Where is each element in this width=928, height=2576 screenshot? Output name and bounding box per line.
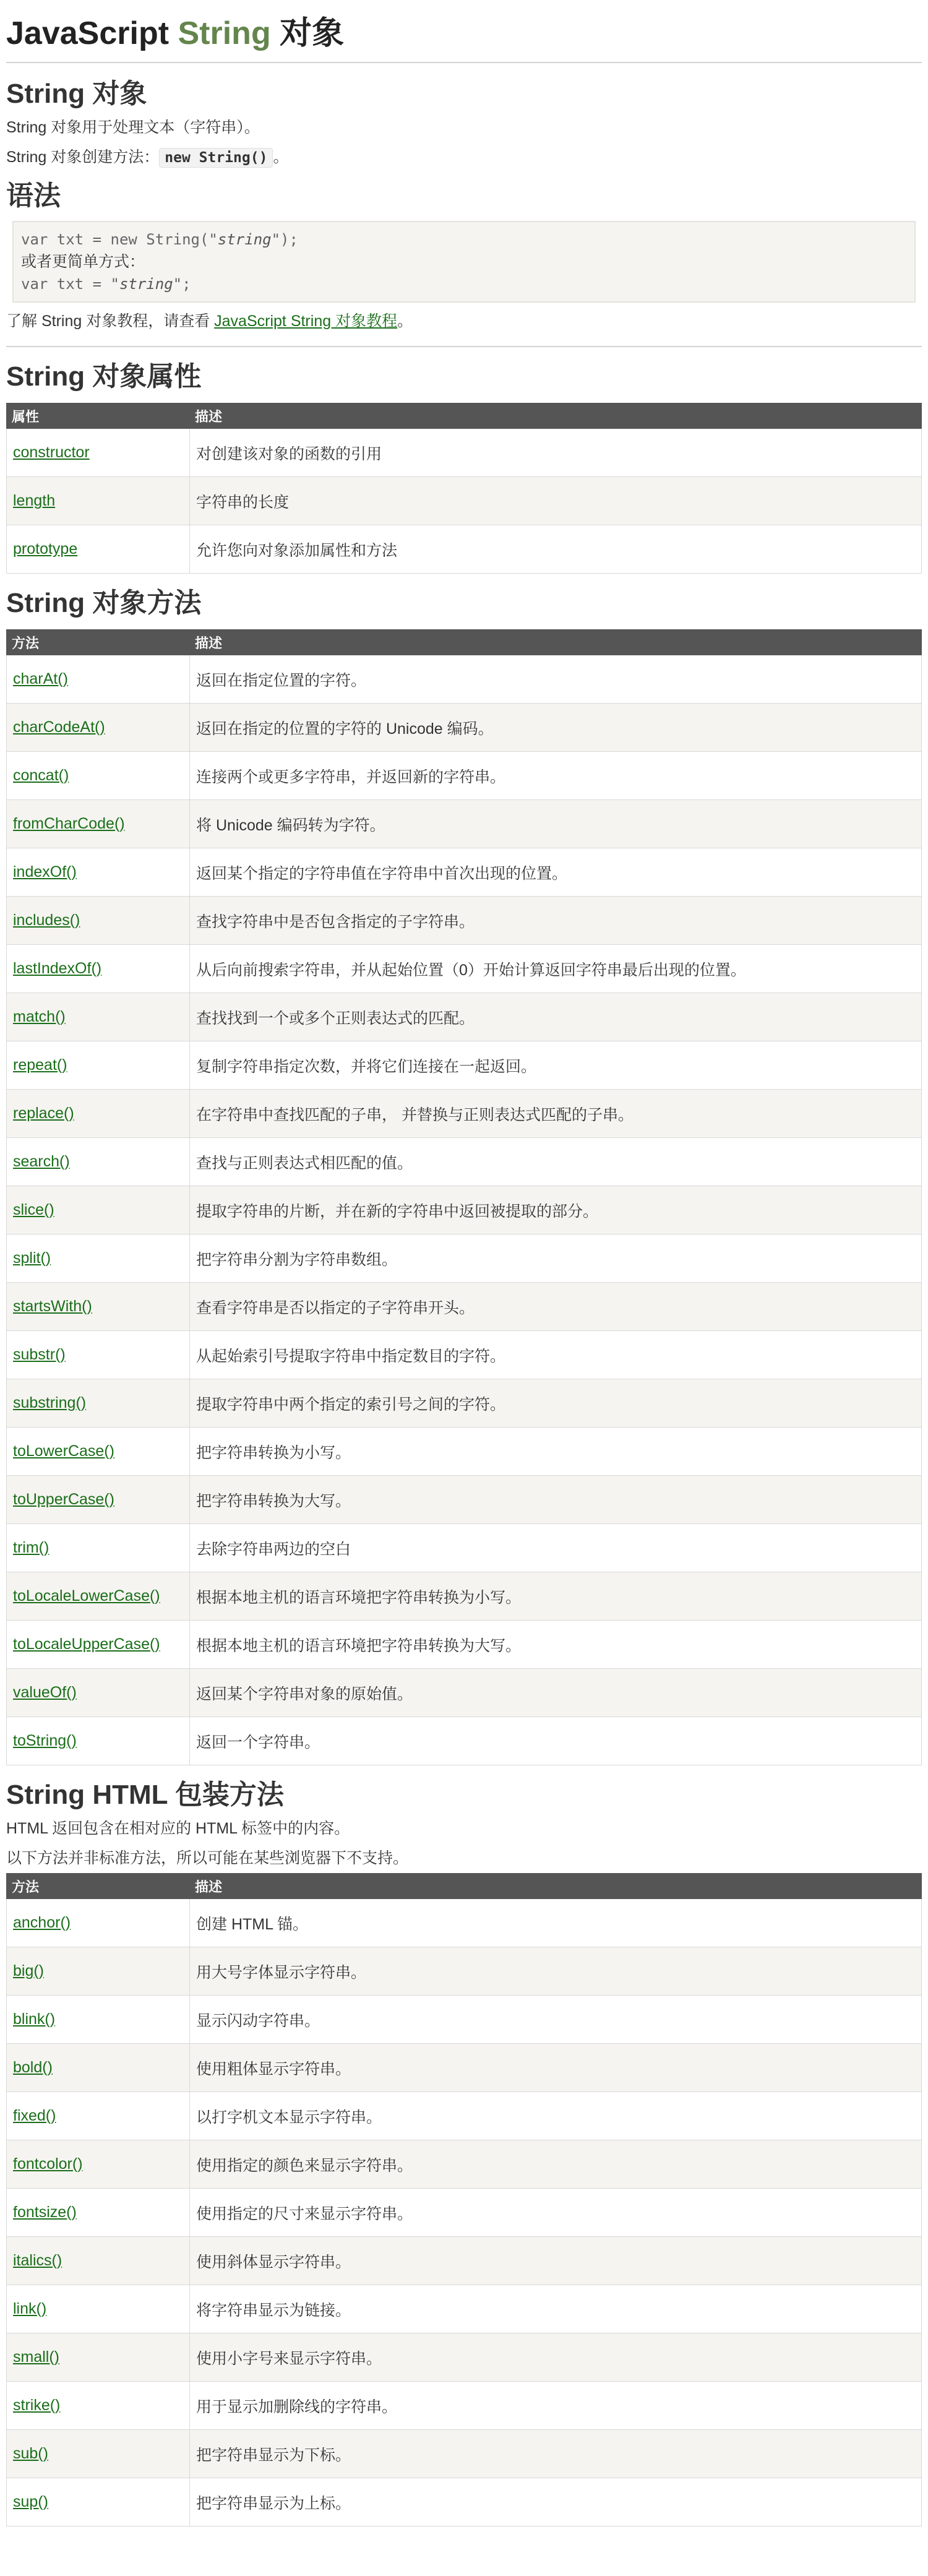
- description-cell: 提取字符串的片断，并在新的字符串中返回被提取的部分。: [190, 1186, 922, 1234]
- table-row: [7, 429, 922, 477]
- table-header-row: [7, 1874, 922, 1899]
- name-cell: [7, 752, 190, 800]
- description-cell: 从后向前搜索字符串，并从起始位置（0）开始计算返回字符串最后出现的位置。: [190, 945, 922, 993]
- section-divider: [6, 346, 922, 347]
- table-header-row: [7, 403, 922, 429]
- name-cell: [7, 2044, 190, 2092]
- name-cell: [7, 429, 190, 477]
- syntax-note: 或者更简单方式：: [21, 253, 145, 270]
- description-cell: 返回某个字符串对象的原始值。: [190, 1669, 922, 1717]
- table-row: [7, 1621, 922, 1669]
- properties-table-body: [7, 429, 922, 574]
- description-cell: 创建 HTML 锚。: [190, 1899, 922, 1947]
- reference-link[interactable]: toLocaleLowerCase(): [13, 1587, 160, 1605]
- tutorial-suffix: 。: [397, 312, 413, 330]
- table-row: [7, 1669, 922, 1717]
- name-cell: [7, 848, 190, 897]
- reference-link[interactable]: constructor: [13, 444, 90, 461]
- table-row: [7, 2189, 922, 2237]
- name-cell: [7, 1234, 190, 1283]
- syntax-section: [6, 178, 922, 336]
- description-cell: 对创建该对象的函数的引用: [190, 429, 922, 477]
- table-row: [7, 2237, 922, 2285]
- reference-link[interactable]: italics(): [13, 2252, 62, 2269]
- name-cell: [7, 1476, 190, 1524]
- reference-link[interactable]: startsWith(): [13, 1298, 92, 1315]
- name-cell: [7, 1138, 190, 1186]
- html-methods-table-body: [7, 1899, 922, 2526]
- description-cell: 查找字符串中是否包含指定的子字符串。: [190, 897, 922, 945]
- table-row: [7, 1331, 922, 1379]
- reference-link[interactable]: replace(): [13, 1105, 74, 1122]
- name-cell: [7, 1428, 190, 1476]
- reference-link[interactable]: valueOf(): [13, 1684, 77, 1701]
- name-cell: [7, 1572, 190, 1621]
- reference-link[interactable]: sup(): [13, 2493, 48, 2510]
- properties-section: [6, 358, 922, 574]
- name-cell: [7, 1090, 190, 1138]
- reference-link[interactable]: slice(): [13, 1201, 54, 1218]
- description-cell: 复制字符串指定次数，并将它们连接在一起返回。: [190, 1041, 922, 1090]
- name-cell: [7, 2237, 190, 2285]
- reference-link[interactable]: bold(): [13, 2059, 53, 2076]
- description-cell: 使用斜体显示字符串。: [190, 2237, 922, 2285]
- reference-link[interactable]: big(): [13, 1962, 45, 1979]
- column-header-description: 描述: [190, 1874, 922, 1899]
- name-cell: [7, 1524, 190, 1572]
- methods-heading: String 对象方法: [6, 588, 202, 618]
- table-row: [7, 945, 922, 993]
- html-methods-section: [6, 1777, 922, 2526]
- object-heading: String 对象: [6, 79, 147, 109]
- reference-link[interactable]: length: [13, 492, 56, 509]
- table-row: [7, 2140, 922, 2189]
- table-row: [7, 1996, 922, 2044]
- table-row: [7, 752, 922, 800]
- description-cell: 使用指定的颜色来显示字符串。: [190, 2140, 922, 2189]
- name-cell: [7, 1996, 190, 2044]
- description-cell: 连接两个或更多字符串，并返回新的字符串。: [190, 752, 922, 800]
- name-cell: [7, 2140, 190, 2189]
- reference-link[interactable]: toLocaleUpperCase(): [13, 1635, 160, 1653]
- html-methods-heading: String HTML 包装方法: [6, 1780, 284, 1810]
- reference-link[interactable]: charAt(): [13, 670, 68, 687]
- table-row: [7, 1234, 922, 1283]
- spacer: [6, 574, 922, 585]
- table-row: [7, 1524, 922, 1572]
- create-code: new String(): [159, 148, 273, 168]
- methods-table: [6, 629, 922, 1765]
- reference-link[interactable]: blink(): [13, 2010, 56, 2028]
- description-cell: 字符串的长度: [190, 477, 922, 525]
- syntax-line-2: [21, 273, 907, 295]
- description-cell: 把字符串显示为下标。: [190, 2430, 922, 2478]
- table-row: [7, 1379, 922, 1428]
- description-cell: 从起始索引号提取字符串中指定数目的字符。: [190, 1331, 922, 1379]
- name-cell: [7, 525, 190, 574]
- description-cell: 以打字机文本显示字符串。: [190, 2092, 922, 2140]
- table-row: [7, 2285, 922, 2333]
- table-row: [7, 1283, 922, 1331]
- name-cell: [7, 1899, 190, 1947]
- name-cell: [7, 897, 190, 945]
- reference-link[interactable]: prototype: [13, 540, 78, 558]
- table-row: [7, 1186, 922, 1234]
- column-header-method: 方法: [7, 630, 190, 655]
- name-cell: [7, 1717, 190, 1765]
- name-cell: [7, 2478, 190, 2526]
- table-row: [7, 848, 922, 897]
- description-cell: 查找找到一个或多个正则表达式的匹配。: [190, 993, 922, 1041]
- methods-section: [6, 585, 922, 1765]
- description-cell: 用于显示加删除线的字符串。: [190, 2382, 922, 2430]
- description-cell: 把字符串分割为字符串数组。: [190, 1234, 922, 1283]
- table-row: [7, 1090, 922, 1138]
- name-cell: [7, 1379, 190, 1428]
- name-cell: [7, 1283, 190, 1331]
- spacer: [6, 1765, 922, 1777]
- table-row: [7, 1041, 922, 1090]
- description-cell: 把字符串转换为大写。: [190, 1476, 922, 1524]
- name-cell: [7, 1041, 190, 1090]
- description-cell: 查找与正则表达式相匹配的值。: [190, 1138, 922, 1186]
- reference-link[interactable]: sub(): [13, 2445, 48, 2462]
- object-description: String 对象用于处理文本（字符串）。: [6, 119, 260, 136]
- code-var: string: [217, 231, 272, 248]
- name-cell: [7, 2430, 190, 2478]
- title-accent: String: [178, 15, 271, 51]
- table-row: [7, 1947, 922, 1996]
- reference-link[interactable]: split(): [13, 1249, 51, 1267]
- table-header-row: [7, 630, 922, 655]
- reference-link[interactable]: toUpperCase(): [13, 1491, 114, 1508]
- table-row: [7, 1428, 922, 1476]
- reference-link[interactable]: link(): [13, 2300, 47, 2317]
- table-row: [7, 2044, 922, 2092]
- table-row: [7, 704, 922, 752]
- reference-link[interactable]: charCodeAt(): [13, 718, 105, 736]
- tutorial-link[interactable]: JavaScript String 对象教程: [214, 312, 398, 330]
- description-cell: 去除字符串两边的空白: [190, 1524, 922, 1572]
- code-text: ";: [173, 275, 191, 293]
- reference-link[interactable]: match(): [13, 1008, 66, 1025]
- reference-link[interactable]: toLowerCase(): [13, 1442, 114, 1460]
- table-row: [7, 2478, 922, 2526]
- name-cell: [7, 1331, 190, 1379]
- create-suffix: 。: [273, 149, 289, 166]
- table-row: [7, 2382, 922, 2430]
- description-cell: 把字符串显示为上标。: [190, 2478, 922, 2526]
- title-suffix: 对象: [270, 15, 345, 51]
- description-cell: 查看字符串是否以指定的子字符串开头。: [190, 1283, 922, 1331]
- name-cell: [7, 2285, 190, 2333]
- reference-link[interactable]: fontcolor(): [13, 2155, 83, 2173]
- reference-link[interactable]: trim(): [13, 1539, 49, 1556]
- table-row: [7, 1899, 922, 1947]
- tutorial-line: [6, 306, 922, 336]
- description-cell: 返回在指定位置的字符。: [190, 655, 922, 704]
- reference-link[interactable]: substring(): [13, 1394, 87, 1411]
- description-cell: 在字符串中查找匹配的子串， 并替换与正则表达式匹配的子串。: [190, 1090, 922, 1138]
- name-cell: [7, 2092, 190, 2140]
- title-prefix: JavaScript: [6, 15, 178, 51]
- html-methods-desc-2: 以下方法并非标准方法，所以可能在某些浏览器下不支持。: [6, 1850, 409, 1867]
- name-cell: [7, 2189, 190, 2237]
- html-methods-table: [6, 1873, 922, 2526]
- code-var: string: [119, 275, 173, 293]
- description-cell: 允许您向对象添加属性和方法: [190, 525, 922, 574]
- table-row: [7, 1572, 922, 1621]
- tutorial-prefix: 了解 String 对象教程，请查看: [6, 312, 215, 330]
- name-cell: [7, 477, 190, 525]
- code-text: var txt = new String(": [21, 231, 218, 248]
- syntax-line-1: [21, 228, 907, 251]
- reference-link[interactable]: search(): [13, 1153, 70, 1170]
- methods-table-body: [7, 655, 922, 1765]
- name-cell: [7, 655, 190, 704]
- table-row: [7, 525, 922, 574]
- table-row: [7, 1138, 922, 1186]
- name-cell: [7, 993, 190, 1041]
- table-row: [7, 800, 922, 848]
- reference-link[interactable]: fixed(): [13, 2107, 56, 2124]
- table-row: [7, 2430, 922, 2478]
- table-row: [7, 993, 922, 1041]
- table-row: [7, 1476, 922, 1524]
- name-cell: [7, 800, 190, 848]
- title-divider: [6, 62, 922, 63]
- table-row: [7, 2333, 922, 2382]
- reference-link[interactable]: small(): [13, 2348, 59, 2366]
- create-prefix: String 对象创建方法：: [6, 149, 160, 166]
- reference-link[interactable]: toString(): [13, 1732, 77, 1749]
- properties-table: [6, 403, 922, 574]
- table-row: [7, 2092, 922, 2140]
- syntax-heading: 语法: [6, 181, 61, 211]
- description-cell: 返回在指定的位置的字符的 Unicode 编码。: [190, 704, 922, 752]
- table-row: [7, 1717, 922, 1765]
- reference-link[interactable]: concat(): [13, 767, 69, 784]
- reference-link[interactable]: repeat(): [13, 1056, 67, 1074]
- name-cell: [7, 2333, 190, 2382]
- name-cell: [7, 704, 190, 752]
- description-cell: 用大号字体显示字符串。: [190, 1947, 922, 1996]
- name-cell: [7, 1186, 190, 1234]
- reference-link[interactable]: substr(): [13, 1346, 66, 1363]
- properties-heading: String 对象属性: [6, 361, 202, 392]
- reference-link[interactable]: indexOf(): [13, 863, 77, 881]
- name-cell: [7, 2382, 190, 2430]
- description-cell: 根据本地主机的语言环境把字符串转换为小写。: [190, 1572, 922, 1621]
- column-header-method: 方法: [7, 1874, 190, 1899]
- code-text: ");: [271, 231, 298, 248]
- column-header-description: 描述: [190, 630, 922, 655]
- reference-link[interactable]: fromCharCode(): [13, 815, 125, 832]
- object-section: [6, 75, 922, 173]
- description-cell: 返回某个指定的字符串值在字符串中首次出现的位置。: [190, 848, 922, 897]
- description-cell: 提取字符串中两个指定的索引号之间的字符。: [190, 1379, 922, 1428]
- reference-link[interactable]: fontsize(): [13, 2203, 77, 2221]
- description-cell: 使用粗体显示字符串。: [190, 2044, 922, 2092]
- object-create-line: [6, 142, 922, 173]
- reference-link[interactable]: anchor(): [13, 1914, 71, 1931]
- column-header-property: 属性: [7, 403, 190, 429]
- description-cell: 将字符串显示为链接。: [190, 2285, 922, 2333]
- code-text: var txt = ": [21, 275, 119, 293]
- reference-link[interactable]: lastIndexOf(): [13, 960, 102, 977]
- name-cell: [7, 1621, 190, 1669]
- description-cell: 使用指定的尺寸来显示字符串。: [190, 2189, 922, 2237]
- table-row: [7, 897, 922, 945]
- table-row: [7, 655, 922, 704]
- description-cell: 显示闪动字符串。: [190, 1996, 922, 2044]
- description-cell: 使用小字号来显示字符串。: [190, 2333, 922, 2382]
- page-title: [6, 0, 922, 56]
- reference-link[interactable]: strike(): [13, 2397, 61, 2414]
- column-header-description: 描述: [190, 403, 922, 429]
- description-cell: 将 Unicode 编码转为字符。: [190, 800, 922, 848]
- name-cell: [7, 1947, 190, 1996]
- syntax-code-block: [12, 221, 916, 303]
- description-cell: 根据本地主机的语言环境把字符串转换为大写。: [190, 1621, 922, 1669]
- name-cell: [7, 945, 190, 993]
- html-methods-desc-1: HTML 返回包含在相对应的 HTML 标签中的内容。: [6, 1820, 350, 1837]
- description-cell: 返回一个字符串。: [190, 1717, 922, 1765]
- table-row: [7, 477, 922, 525]
- reference-link[interactable]: includes(): [13, 911, 80, 929]
- description-cell: 把字符串转换为小写。: [190, 1428, 922, 1476]
- name-cell: [7, 1669, 190, 1717]
